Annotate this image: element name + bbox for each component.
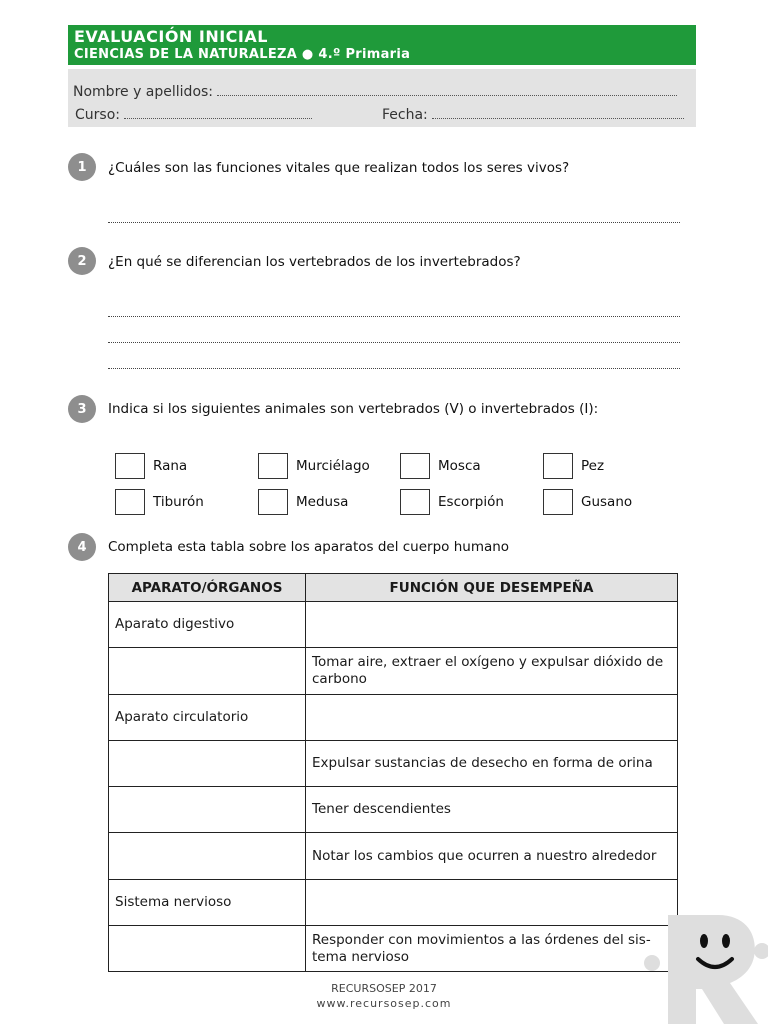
organ-cell[interactable]: Aparato circulatorio (109, 694, 306, 740)
animal-label: Mosca (438, 458, 481, 474)
table-row (109, 833, 678, 879)
question-number-badge: 3 (68, 395, 96, 423)
name-field[interactable] (217, 86, 677, 96)
function-cell[interactable]: Tomar aire, extraer el oxígeno y expulsar dióxido de carbono (306, 648, 678, 694)
animal-item (543, 489, 632, 515)
organ-cell[interactable] (109, 740, 306, 786)
animal-label: Medusa (296, 494, 349, 510)
date-field[interactable] (432, 109, 684, 119)
worksheet-header (68, 25, 696, 65)
answer-line[interactable] (108, 316, 680, 317)
animal-item (543, 453, 604, 479)
course-field[interactable] (124, 109, 312, 119)
answer-checkbox[interactable] (115, 489, 145, 515)
animal-item (400, 489, 504, 515)
table-row (109, 879, 678, 925)
name-label: Nombre y apellidos: (73, 84, 214, 100)
question-2-text: ¿En qué se diferencian los vertebrados de los invertebrados? (108, 254, 521, 270)
answer-checkbox[interactable] (543, 489, 573, 515)
answer-checkbox[interactable] (400, 489, 430, 515)
function-cell[interactable]: Tener descendientes (306, 787, 678, 833)
table-row (109, 787, 678, 833)
animal-label: Gusano (581, 494, 633, 510)
table-row (109, 648, 678, 694)
animal-label: Tiburón (153, 494, 204, 510)
animal-item (258, 453, 370, 479)
function-cell[interactable]: Responder con movimientos a las órdenes del sis-tema nervioso (306, 926, 678, 972)
function-cell[interactable]: Notar los cambios que ocurren a nuestro alrededor (306, 833, 678, 879)
function-cell[interactable]: Expulsar sustancias de desecho en forma de orina (306, 740, 678, 786)
question-4-text: Completa esta tabla sobre los aparatos del cuerpo humano (108, 539, 510, 555)
function-cell[interactable] (306, 694, 678, 740)
organ-cell[interactable] (109, 787, 306, 833)
animal-item (115, 489, 204, 515)
date-label: Fecha: (382, 107, 428, 123)
worksheet-title: EVALUACIÓN INICIAL (74, 27, 268, 46)
answer-line[interactable] (108, 342, 680, 343)
question-number-badge: 1 (68, 153, 96, 181)
question-number-badge: 4 (68, 533, 96, 561)
organ-cell[interactable]: Sistema nervioso (109, 879, 306, 925)
date-row (382, 107, 684, 123)
animal-item (400, 453, 481, 479)
name-row (73, 84, 677, 100)
organ-cell[interactable] (109, 648, 306, 694)
answer-checkbox[interactable] (400, 453, 430, 479)
organ-cell[interactable] (109, 926, 306, 972)
function-cell[interactable] (306, 602, 678, 648)
footer-url: www.recursosep.com (316, 997, 452, 1010)
function-cell[interactable] (306, 879, 678, 925)
animal-label: Murciélago (296, 458, 370, 474)
organ-cell[interactable]: Aparato digestivo (109, 602, 306, 648)
question-number-badge: 2 (68, 247, 96, 275)
table-row (109, 602, 678, 648)
answer-line[interactable] (108, 368, 680, 369)
student-info-box (68, 69, 696, 127)
mascot-logo-icon (640, 905, 768, 1024)
animal-label: Pez (581, 458, 605, 474)
animal-item (258, 489, 348, 515)
table-row (109, 926, 678, 972)
answer-checkbox[interactable] (258, 453, 288, 479)
answer-checkbox[interactable] (258, 489, 288, 515)
answer-checkbox[interactable] (543, 453, 573, 479)
answer-line[interactable] (108, 222, 680, 223)
animal-item (115, 453, 187, 479)
animal-label: Rana (153, 458, 188, 474)
footer-brand: RECURSOSEP 2017 (331, 982, 437, 995)
question-1-text: ¿Cuáles son las funciones vitales que realizan todos los seres vivos? (108, 160, 570, 176)
answer-checkbox[interactable] (115, 453, 145, 479)
table-header-row (109, 574, 678, 602)
column-header: APARATO/ÓRGANOS (109, 574, 306, 602)
animal-label: Escorpión (438, 494, 504, 510)
table-row (109, 694, 678, 740)
organ-cell[interactable] (109, 833, 306, 879)
course-label: Curso: (75, 107, 120, 123)
body-systems-table (108, 573, 678, 972)
course-row (75, 107, 312, 123)
table-row (109, 740, 678, 786)
column-header: FUNCIÓN QUE DESEMPEÑA (306, 574, 678, 602)
worksheet-subtitle: CIENCIAS DE LA NATURALEZA ● 4.º Primaria (74, 47, 411, 62)
question-3-text: Indica si los siguientes animales son vertebrados (V) o invertebrados (I): (108, 401, 599, 417)
